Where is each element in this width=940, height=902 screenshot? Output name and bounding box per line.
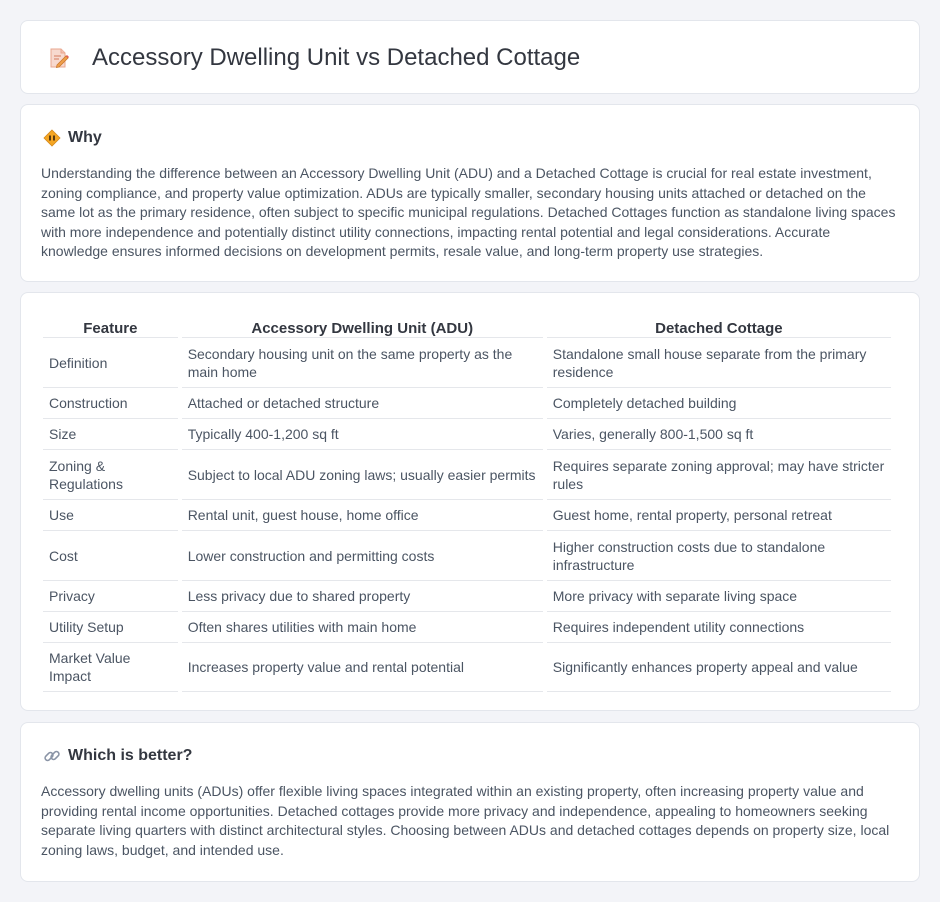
which-is-better-section [20,722,920,882]
feature-cell: Definition [43,337,178,387]
why-section [20,104,920,282]
header-cottage: Detached Cottage [655,320,783,337]
adu-cell: Increases property value and rental potential [182,642,543,692]
table-row [43,499,891,530]
cottage-cell: More privacy with separate living space [547,580,891,611]
comparison-table [39,315,895,692]
feature-cell: Market Value Impact [43,642,178,692]
why-title: Why [68,129,102,146]
feature-cell: Utility Setup [43,611,178,642]
cottage-cell: Completely detached building [547,387,891,418]
header-card [20,20,920,94]
document-edit-icon [47,47,69,69]
adu-cell: Less privacy due to shared property [182,580,543,611]
table-row [43,530,891,580]
better-heading [43,745,192,767]
feature-cell: Cost [43,530,178,580]
feature-cell: Privacy [43,580,178,611]
table-header-row [43,315,891,337]
adu-cell: Secondary housing unit on the same property as the main home [182,337,543,387]
cottage-cell: Significantly enhances property appeal and value [547,642,891,692]
table-row [43,387,891,418]
table-row [43,418,891,449]
adu-cell: Rental unit, guest house, home office [182,499,543,530]
cottage-cell: Requires separate zoning approval; may have stricter rules [547,449,891,499]
why-heading [43,127,102,149]
better-title: Which is better? [68,747,193,764]
table-row [43,642,891,692]
table-row [43,337,891,387]
feature-cell: Zoning & Regulations [43,449,178,499]
adu-cell: Often shares utilities with main home [182,611,543,642]
cottage-cell: Varies, generally 800-1,500 sq ft [547,418,891,449]
header-feature: Feature [83,320,138,337]
feature-cell: Construction [43,387,178,418]
link-icon [43,747,61,765]
adu-cell: Attached or detached structure [182,387,543,418]
table-row [43,449,891,499]
feature-cell: Size [43,418,178,449]
why-body: Understanding the difference between an Accessory Dwelling Unit (ADU) and a Detached Cottage is crucial for real estate investment, zoning compliance, and property value optimization. ADUs are typically smaller, secondary housing units attached or detached on the same lot as the primary residence, often subject to specific municipal regulations. Detached Cottages function as standalone living spaces with more independence and potentially distinct utility connections, impacting rental potential and legal considerations. Accurate knowledge ensures informed decisions on development permits, resale value, and long-term property use strategies. [41,165,896,259]
adu-cell: Lower construction and permitting costs [182,530,543,580]
cottage-cell: Requires independent utility connections [547,611,891,642]
header-adu: Accessory Dwelling Unit (ADU) [251,320,474,337]
feature-cell: Use [43,499,178,530]
table-row [43,611,891,642]
comparison-section [20,292,920,711]
table-row [43,580,891,611]
adu-cell: Subject to local ADU zoning laws; usually easier permits [182,449,543,499]
cottage-cell: Standalone small house separate from the primary residence [547,337,891,387]
page-title: Accessory Dwelling Unit vs Detached Cottage [92,44,581,71]
cottage-cell: Guest home, rental property, personal retreat [547,499,891,530]
adu-cell: Typically 400-1,200 sq ft [182,418,543,449]
diamond-sign-icon [43,129,61,147]
cottage-cell: Higher construction costs due to standalone infrastructure [547,530,891,580]
better-body: Accessory dwelling units (ADUs) offer flexible living spaces integrated within an existing property, often increasing property value and providing rental income opportunities. Detached cottages provide more privacy and independence, appealing to homeowners seeking separate living quarters with distinct architectural styles. Choosing between ADUs and detached cottages depends on property size, local zoning laws, budget, and intended use. [41,783,890,858]
